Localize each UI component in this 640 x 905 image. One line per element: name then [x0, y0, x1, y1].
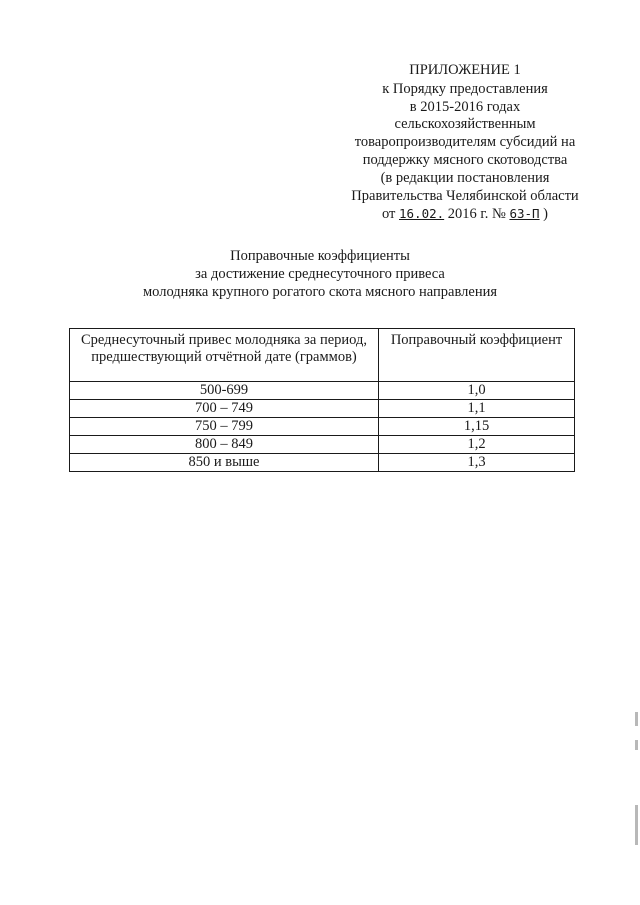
resolution-number: 63-П — [509, 206, 540, 222]
coefficient-cell: 1,2 — [379, 436, 575, 454]
coefficients-table — [69, 328, 575, 472]
table-header-row — [70, 329, 575, 382]
header-line: в 2015-2016 годах — [409, 98, 521, 115]
coefficient-cell: 1,1 — [379, 400, 575, 418]
header-line: товаропроизводителям субсидий на — [354, 134, 576, 151]
closing-paren: ) — [543, 206, 549, 223]
weight-gain-cell: 850 и выше — [70, 454, 379, 472]
column-header-weight-gain: Среднесуточный привес молодняка за период, предшествующий отчётной дате (граммов) — [70, 329, 379, 382]
table-row — [70, 382, 575, 400]
title-line: Поправочные коэффициенты — [230, 248, 410, 264]
table-row — [70, 454, 575, 472]
date-prefix: от — [381, 206, 396, 223]
weight-gain-cell: 800 – 849 — [70, 436, 379, 454]
header-line: Правительства Челябинской области — [351, 187, 579, 204]
coefficient-cell: 1,0 — [379, 382, 575, 400]
title-line: за достижение среднесуточного привеса — [195, 265, 445, 282]
weight-gain-cell: 700 – 749 — [70, 400, 379, 418]
coefficient-cell: 1,15 — [379, 418, 575, 436]
header-line: (в редакции постановления — [380, 169, 550, 186]
table-row — [70, 418, 575, 436]
scan-edge-mark — [635, 712, 638, 726]
resolution-date-line — [330, 205, 600, 224]
resolution-date: 16.02. — [399, 206, 445, 222]
document-title — [60, 248, 580, 301]
scan-edge-mark — [635, 740, 638, 750]
appendix-number: ПРИЛОЖЕНИЕ 1 — [409, 62, 521, 78]
header-line: сельскохозяйственным — [394, 116, 536, 133]
weight-gain-cell: 500-699 — [70, 382, 379, 400]
table-row — [70, 436, 575, 454]
weight-gain-cell: 750 – 799 — [70, 418, 379, 436]
table-row — [70, 400, 575, 418]
column-header-coefficient: Поправочный коэффициент — [379, 329, 575, 382]
header-line: поддержку мясного скотоводства — [362, 151, 568, 168]
title-line: молодняка крупного рогатого скота мясного направления — [142, 283, 498, 300]
appendix-header — [330, 62, 600, 224]
scan-edge-mark — [635, 805, 638, 845]
coefficient-cell: 1,3 — [379, 454, 575, 472]
resolution-year: 2016 г. № — [447, 206, 506, 223]
header-line: к Порядку предоставления — [382, 80, 548, 97]
